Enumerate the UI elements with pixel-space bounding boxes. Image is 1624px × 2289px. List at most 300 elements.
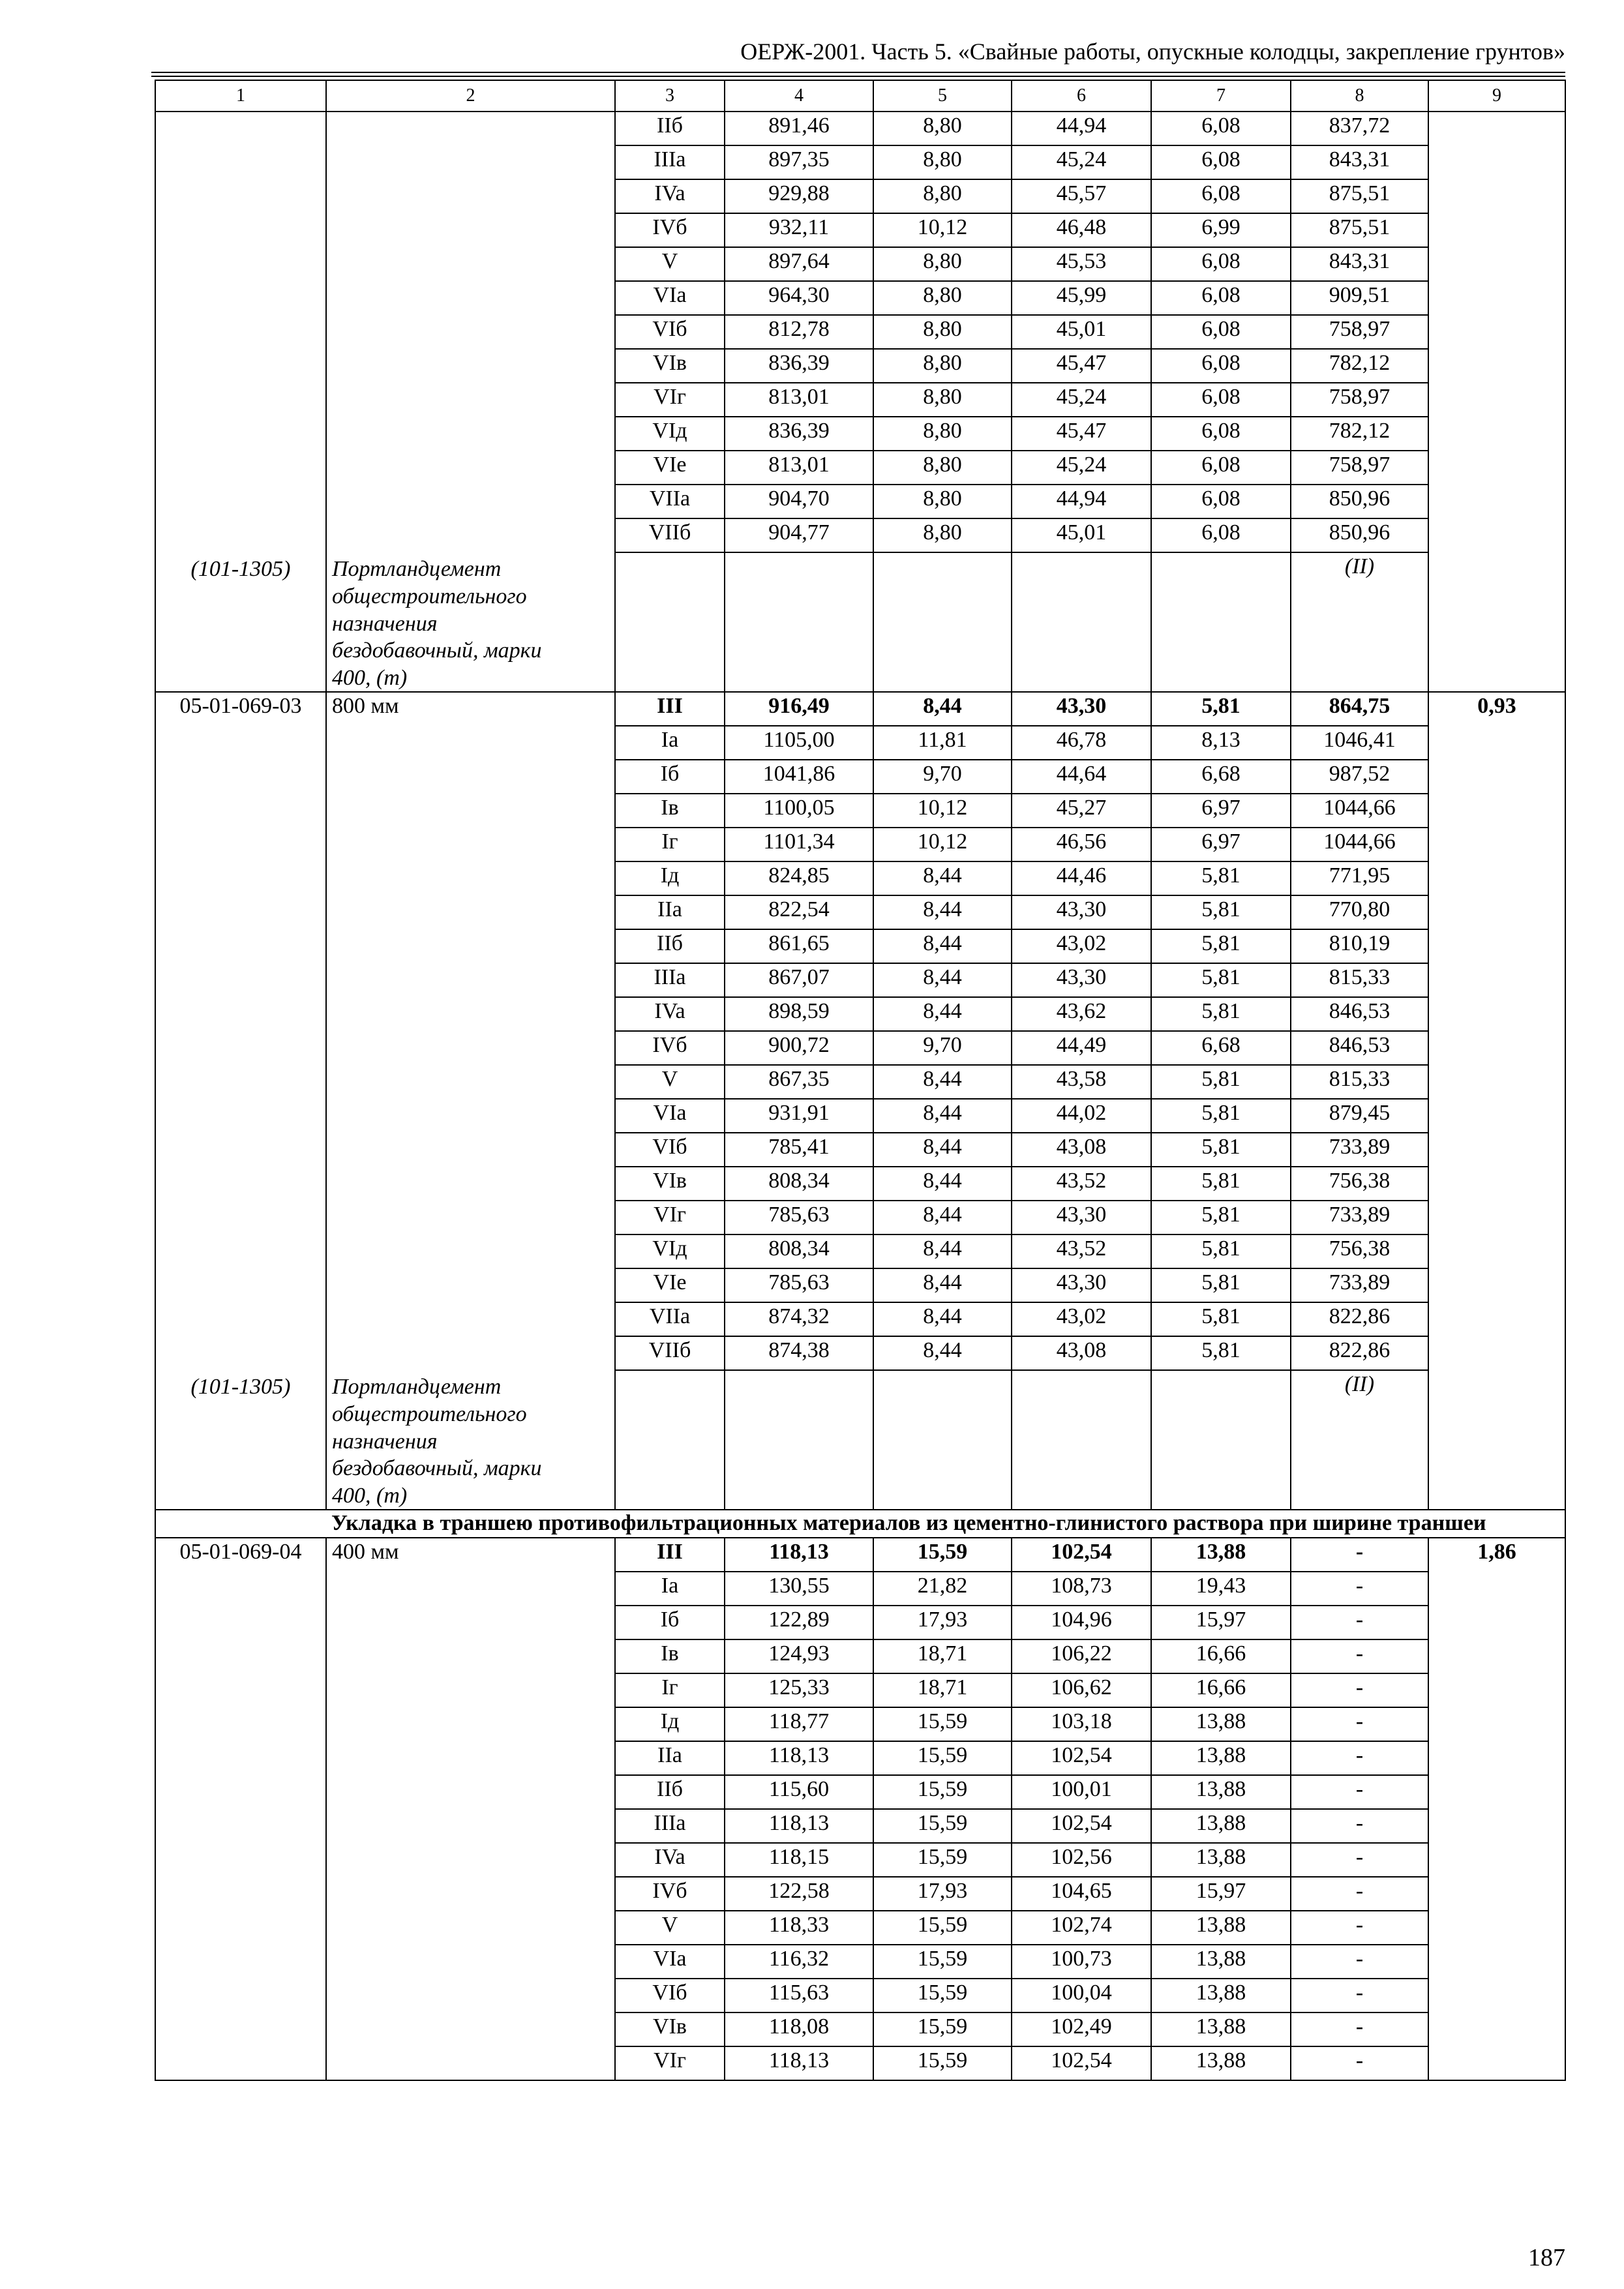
table-cell: 46,48 [1012, 213, 1151, 247]
table-cell: 13,88 [1151, 1809, 1291, 1843]
table-cell: 6,08 [1151, 247, 1291, 281]
table-cell: 102,54 [1012, 2046, 1151, 2080]
table-cell: IIб [615, 112, 725, 145]
coefficient-cell [1428, 112, 1565, 692]
table-cell: 782,12 [1291, 349, 1428, 383]
table-cell: 898,59 [725, 997, 873, 1031]
header-rule-double [151, 76, 1565, 77]
table-cell: 733,89 [1291, 1201, 1428, 1234]
table-row-main [155, 692, 1565, 726]
table-cell: 785,63 [725, 1268, 873, 1302]
table-cell: 5,81 [1151, 1268, 1291, 1302]
table-cell: 43,52 [1012, 1234, 1151, 1268]
empty-cell [873, 552, 1012, 692]
table-cell: 8,80 [873, 145, 1012, 179]
empty-cell [615, 1370, 725, 1510]
table-cell: 756,38 [1291, 1234, 1428, 1268]
table-cell: - [1291, 1741, 1428, 1775]
table-cell: - [1291, 1877, 1428, 1911]
item-code-cell [155, 112, 326, 692]
table-cell: 815,33 [1291, 1065, 1428, 1099]
table-cell: 6,08 [1151, 315, 1291, 349]
table-cell: 102,56 [1012, 1843, 1151, 1877]
table-cell: IVa [615, 997, 725, 1031]
table-cell: - [1291, 2046, 1428, 2080]
table-cell: 1046,41 [1291, 726, 1428, 760]
table-cell: 17,93 [873, 1877, 1012, 1911]
table-cell: 5,81 [1151, 1167, 1291, 1201]
table-cell: - [1291, 1639, 1428, 1673]
table-cell: 15,59 [873, 1741, 1012, 1775]
table-cell: 6,08 [1151, 417, 1291, 451]
table-cell: 8,13 [1151, 726, 1291, 760]
table-cell: VIг [615, 1201, 725, 1234]
table-cell: 45,01 [1012, 518, 1151, 552]
table-cell: 9,70 [873, 760, 1012, 794]
table-body [155, 80, 1565, 2080]
table-cell: 875,51 [1291, 213, 1428, 247]
table-cell: VIб [615, 1133, 725, 1167]
table-cell: Ia [615, 726, 725, 760]
table-cell: 102,74 [1012, 1911, 1151, 1945]
table-cell: 15,59 [873, 1843, 1012, 1877]
table-cell: 8,80 [873, 417, 1012, 451]
table-cell: 1101,34 [725, 828, 873, 861]
table-cell: 13,88 [1151, 1741, 1291, 1775]
material-code: (101-1305) [190, 557, 291, 581]
table-cell: 8,44 [873, 1167, 1012, 1201]
table-cell: 900,72 [725, 1031, 873, 1065]
table-cell: 43,08 [1012, 1133, 1151, 1167]
table-cell: 13,88 [1151, 1538, 1291, 1572]
item-name-cell [326, 692, 615, 1510]
table-cell: 43,30 [1012, 1201, 1151, 1234]
item-code-cell [155, 692, 326, 1510]
table-cell: 45,57 [1012, 179, 1151, 213]
table-cell: 122,89 [725, 1606, 873, 1639]
table-cell: VIд [615, 417, 725, 451]
table-cell: Iб [615, 760, 725, 794]
coefficient-cell: 0,93 [1428, 692, 1565, 1510]
table-cell: 733,89 [1291, 1268, 1428, 1302]
table-cell: IIIa [615, 145, 725, 179]
table-cell: 812,78 [725, 315, 873, 349]
table-cell: 813,01 [725, 451, 873, 485]
table-cell: 100,01 [1012, 1775, 1151, 1809]
table-cell: 8,80 [873, 349, 1012, 383]
table-cell: 44,46 [1012, 861, 1151, 895]
table-cell: 15,59 [873, 1809, 1012, 1843]
table-cell: - [1291, 1979, 1428, 2012]
table-cell: 19,43 [1151, 1572, 1291, 1606]
table-cell: 118,33 [725, 1911, 873, 1945]
empty-cell [1151, 552, 1291, 692]
table-cell: 5,81 [1151, 1099, 1291, 1133]
table-cell: 9,70 [873, 1031, 1012, 1065]
table-cell: 43,52 [1012, 1167, 1151, 1201]
table-cell: 115,60 [725, 1775, 873, 1809]
table-cell: 13,88 [1151, 1843, 1291, 1877]
table-cell: Ia [615, 1572, 725, 1606]
table-cell: 758,97 [1291, 451, 1428, 485]
table-cell: 15,59 [873, 1979, 1012, 2012]
table-cell: 46,78 [1012, 726, 1151, 760]
table-cell: - [1291, 1572, 1428, 1606]
table-cell: 897,35 [725, 145, 873, 179]
table-cell: 6,08 [1151, 112, 1291, 145]
table-cell: V [615, 1065, 725, 1099]
table-cell: 102,54 [1012, 1741, 1151, 1775]
table-cell: 6,08 [1151, 145, 1291, 179]
table-cell: 770,80 [1291, 895, 1428, 929]
table-row-main [155, 1538, 1565, 1572]
table-cell: 6,08 [1151, 518, 1291, 552]
empty-cell [1151, 1370, 1291, 1510]
column-number: 2 [326, 80, 615, 112]
table-cell: 850,96 [1291, 485, 1428, 518]
table-cell: VIг [615, 383, 725, 417]
table-cell: 6,08 [1151, 383, 1291, 417]
table-cell: 100,04 [1012, 1979, 1151, 2012]
table-cell: 758,97 [1291, 383, 1428, 417]
table-cell: 11,81 [873, 726, 1012, 760]
table-cell: 733,89 [1291, 1133, 1428, 1167]
table-cell: 843,31 [1291, 145, 1428, 179]
table-cell: 45,27 [1012, 794, 1151, 828]
table-cell: 5,81 [1151, 692, 1291, 726]
table-cell: 13,88 [1151, 1707, 1291, 1741]
table-cell: 6,08 [1151, 485, 1291, 518]
table-cell: 46,56 [1012, 828, 1151, 861]
empty-cell [1012, 1370, 1151, 1510]
table-cell: IVa [615, 179, 725, 213]
table-cell: 6,68 [1151, 760, 1291, 794]
table-cell: 45,47 [1012, 417, 1151, 451]
table-cell: 6,99 [1151, 213, 1291, 247]
table-cell: 18,71 [873, 1673, 1012, 1707]
table-cell: 118,13 [725, 1809, 873, 1843]
table-cell: 15,97 [1151, 1877, 1291, 1911]
table-cell: 103,18 [1012, 1707, 1151, 1741]
section-heading-row [155, 1510, 1565, 1538]
table-cell: 116,32 [725, 1945, 873, 1979]
table-cell: Iд [615, 1707, 725, 1741]
table-cell: 15,59 [873, 1538, 1012, 1572]
item-code-cell [155, 1538, 326, 2080]
table-cell: VIe [615, 1268, 725, 1302]
table-cell: 43,30 [1012, 895, 1151, 929]
table-cell: 867,07 [725, 963, 873, 997]
table-cell: - [1291, 1911, 1428, 1945]
table-cell: 785,63 [725, 1201, 873, 1234]
table-cell: 904,70 [725, 485, 873, 518]
table-cell: 108,73 [1012, 1572, 1151, 1606]
table-cell: 21,82 [873, 1572, 1012, 1606]
table-cell: 785,41 [725, 1133, 873, 1167]
table-cell: 8,44 [873, 1336, 1012, 1370]
table-cell: 15,59 [873, 1911, 1012, 1945]
table-cell: 909,51 [1291, 281, 1428, 315]
table-cell: 6,08 [1151, 281, 1291, 315]
item-name: 400 мм [332, 1539, 399, 1564]
table-cell: III [615, 1538, 725, 1572]
table-cell: 5,81 [1151, 929, 1291, 963]
column-number: 5 [873, 80, 1012, 112]
column-number: 4 [725, 80, 873, 112]
table-cell: 15,59 [873, 1707, 1012, 1741]
table-cell: 5,81 [1151, 1201, 1291, 1234]
table-cell: - [1291, 1538, 1428, 1572]
table-cell: 16,66 [1151, 1673, 1291, 1707]
material-quantity: (II) [1291, 1370, 1428, 1510]
price-table [155, 80, 1566, 2081]
table-cell: 8,80 [873, 179, 1012, 213]
table-cell: Iг [615, 1673, 725, 1707]
table-cell: 6,08 [1151, 451, 1291, 485]
table-cell: 43,30 [1012, 692, 1151, 726]
table-cell: 8,44 [873, 1133, 1012, 1167]
table-cell: 13,88 [1151, 1979, 1291, 2012]
table-cell: 867,35 [725, 1065, 873, 1099]
table-cell: IIa [615, 1741, 725, 1775]
table-cell: 822,86 [1291, 1336, 1428, 1370]
table-cell: IVa [615, 1843, 725, 1877]
table-cell: - [1291, 1809, 1428, 1843]
table-cell: 822,54 [725, 895, 873, 929]
table-cell: VIд [615, 1234, 725, 1268]
table-cell: 8,44 [873, 1268, 1012, 1302]
table-cell: Iв [615, 1639, 725, 1673]
table-cell: 8,44 [873, 1234, 1012, 1268]
table-cell: 10,12 [873, 828, 1012, 861]
table-cell: 44,94 [1012, 112, 1151, 145]
item-name: 800 мм [332, 694, 399, 718]
table-cell: 44,64 [1012, 760, 1151, 794]
table-cell: 13,88 [1151, 2046, 1291, 2080]
table-cell: 837,72 [1291, 112, 1428, 145]
table-cell: 10,12 [873, 213, 1012, 247]
table-cell: 5,81 [1151, 1234, 1291, 1268]
table-cell: 1044,66 [1291, 828, 1428, 861]
item-code: 05-01-069-04 [179, 1539, 302, 1564]
table-cell: 43,30 [1012, 963, 1151, 997]
table-cell: V [615, 1911, 725, 1945]
table-cell: 44,02 [1012, 1099, 1151, 1133]
table-cell: 8,80 [873, 383, 1012, 417]
table-cell: VIa [615, 1945, 725, 1979]
table-cell: 808,34 [725, 1167, 873, 1201]
table-cell: 874,32 [725, 1302, 873, 1336]
table-cell: 15,59 [873, 2012, 1012, 2046]
table-cell: 118,08 [725, 2012, 873, 2046]
table-cell: 17,93 [873, 1606, 1012, 1639]
table-cell: 846,53 [1291, 1031, 1428, 1065]
table-cell: 118,13 [725, 1538, 873, 1572]
table-cell: 13,88 [1151, 2012, 1291, 2046]
material-name: Портландцемент общестроительного назначения бездобавочный, марки 400, (т) [332, 557, 542, 691]
table-cell: 8,80 [873, 281, 1012, 315]
table-cell: 122,58 [725, 1877, 873, 1911]
table-cell: - [1291, 1606, 1428, 1639]
table-cell: 13,88 [1151, 1911, 1291, 1945]
running-header: ОЕРЖ-2001. Часть 5. «Свайные работы, опускные колодцы, закрепление грунтов» [740, 38, 1565, 65]
table-cell: IVб [615, 1031, 725, 1065]
section-heading: Укладка в траншею противофильтрационных материалов из цементно-глинистого раствора при ширине траншеи [326, 1510, 1565, 1538]
table-cell: 8,44 [873, 895, 1012, 929]
table-cell: Iб [615, 1606, 725, 1639]
table-cell: 987,52 [1291, 760, 1428, 794]
table-cell: 106,22 [1012, 1639, 1151, 1673]
table-cell: 1105,00 [725, 726, 873, 760]
table-cell: IIa [615, 895, 725, 929]
table-cell: 15,59 [873, 1775, 1012, 1809]
table-cell: VIв [615, 1167, 725, 1201]
table-cell: IIб [615, 1775, 725, 1809]
table-cell: 43,02 [1012, 1302, 1151, 1336]
table-cell: VIв [615, 2012, 725, 2046]
table-row [155, 112, 1565, 145]
table-cell: 904,77 [725, 518, 873, 552]
empty-cell [615, 552, 725, 692]
table-cell: 43,02 [1012, 929, 1151, 963]
table-cell: 874,38 [725, 1336, 873, 1370]
table-cell: 118,15 [725, 1843, 873, 1877]
table-cell: 8,44 [873, 963, 1012, 997]
item-code: 05-01-069-03 [179, 694, 302, 718]
column-number-row [155, 80, 1565, 112]
item-name-cell [326, 1538, 615, 2080]
page-number: 187 [1528, 2244, 1565, 2271]
table-cell: 5,81 [1151, 1065, 1291, 1099]
table-cell: 5,81 [1151, 997, 1291, 1031]
table-cell: - [1291, 1707, 1428, 1741]
material-code: (101-1305) [190, 1375, 291, 1399]
table-cell: VIг [615, 2046, 725, 2080]
table-cell: 15,59 [873, 2046, 1012, 2080]
table-cell: 45,53 [1012, 247, 1151, 281]
table-cell: IIIa [615, 963, 725, 997]
table-cell: IIIa [615, 1809, 725, 1843]
table-cell: 843,31 [1291, 247, 1428, 281]
table-cell: 5,81 [1151, 1336, 1291, 1370]
table-cell: VIIa [615, 485, 725, 518]
table-cell: 16,66 [1151, 1639, 1291, 1673]
table-cell: 822,86 [1291, 1302, 1428, 1336]
table-cell: 8,44 [873, 692, 1012, 726]
table-cell: 106,62 [1012, 1673, 1151, 1707]
table-cell: 1044,66 [1291, 794, 1428, 828]
table-cell: VIб [615, 315, 725, 349]
table-cell: 8,80 [873, 112, 1012, 145]
column-number: 3 [615, 80, 725, 112]
table-cell: 118,77 [725, 1707, 873, 1741]
table-cell: - [1291, 2012, 1428, 2046]
table-cell: 10,12 [873, 794, 1012, 828]
table-cell: 879,45 [1291, 1099, 1428, 1133]
table-cell: 124,93 [725, 1639, 873, 1673]
table-cell: 6,97 [1151, 828, 1291, 861]
column-number: 6 [1012, 80, 1151, 112]
table-cell: 118,13 [725, 1741, 873, 1775]
table-cell: - [1291, 1673, 1428, 1707]
table-cell: 916,49 [725, 692, 873, 726]
table-cell: 15,59 [873, 1945, 1012, 1979]
table-cell: - [1291, 1775, 1428, 1809]
table-cell: 45,24 [1012, 145, 1151, 179]
table-cell: 45,01 [1012, 315, 1151, 349]
table-cell: 43,30 [1012, 1268, 1151, 1302]
table-cell: 118,13 [725, 2046, 873, 2080]
table-cell: 891,46 [725, 112, 873, 145]
table-cell: 850,96 [1291, 518, 1428, 552]
table-cell: 1100,05 [725, 794, 873, 828]
table-cell: V [615, 247, 725, 281]
table-cell: 771,95 [1291, 861, 1428, 895]
column-number: 8 [1291, 80, 1428, 112]
coefficient-cell: 1,86 [1428, 1538, 1565, 2080]
table-cell: 8,80 [873, 247, 1012, 281]
table-cell: IVб [615, 213, 725, 247]
empty-cell [725, 552, 873, 692]
item-name-cell [326, 112, 615, 692]
table-cell: 45,24 [1012, 383, 1151, 417]
table-cell: 8,44 [873, 861, 1012, 895]
table-cell: 45,24 [1012, 451, 1151, 485]
table-cell: 8,44 [873, 997, 1012, 1031]
table-cell: 8,44 [873, 1099, 1012, 1133]
table-cell: VIв [615, 349, 725, 383]
table-cell: 43,62 [1012, 997, 1151, 1031]
table-cell: 846,53 [1291, 997, 1428, 1031]
table-cell: IIб [615, 929, 725, 963]
table-cell: 813,01 [725, 383, 873, 417]
table-cell: 810,19 [1291, 929, 1428, 963]
table-cell: 8,44 [873, 1201, 1012, 1234]
table-cell: 102,54 [1012, 1538, 1151, 1572]
table-cell: Iд [615, 861, 725, 895]
table-cell: VIIб [615, 518, 725, 552]
table-cell: 45,47 [1012, 349, 1151, 383]
empty-cell [873, 1370, 1012, 1510]
table-cell: 8,44 [873, 1302, 1012, 1336]
table-cell: 1041,86 [725, 760, 873, 794]
table-cell: 5,81 [1151, 1133, 1291, 1167]
table-cell: 125,33 [725, 1673, 873, 1707]
table-cell: VIa [615, 1099, 725, 1133]
table-cell: 18,71 [873, 1639, 1012, 1673]
table-cell: 8,80 [873, 451, 1012, 485]
column-number: 1 [155, 80, 326, 112]
table-cell: VIIa [615, 1302, 725, 1336]
table-cell: 758,97 [1291, 315, 1428, 349]
table-cell: - [1291, 1843, 1428, 1877]
table-cell: 824,85 [725, 861, 873, 895]
table-cell: 929,88 [725, 179, 873, 213]
table-cell: 815,33 [1291, 963, 1428, 997]
table-cell: 6,08 [1151, 349, 1291, 383]
table-cell: 43,58 [1012, 1065, 1151, 1099]
empty-cell [1012, 552, 1151, 692]
table-cell: 836,39 [725, 349, 873, 383]
table-cell: 45,99 [1012, 281, 1151, 315]
table-cell: 8,80 [873, 518, 1012, 552]
table-cell: 875,51 [1291, 179, 1428, 213]
table-cell: 6,68 [1151, 1031, 1291, 1065]
column-number: 7 [1151, 80, 1291, 112]
table-cell: 756,38 [1291, 1167, 1428, 1201]
table-cell: 836,39 [725, 417, 873, 451]
table-cell: VIe [615, 451, 725, 485]
